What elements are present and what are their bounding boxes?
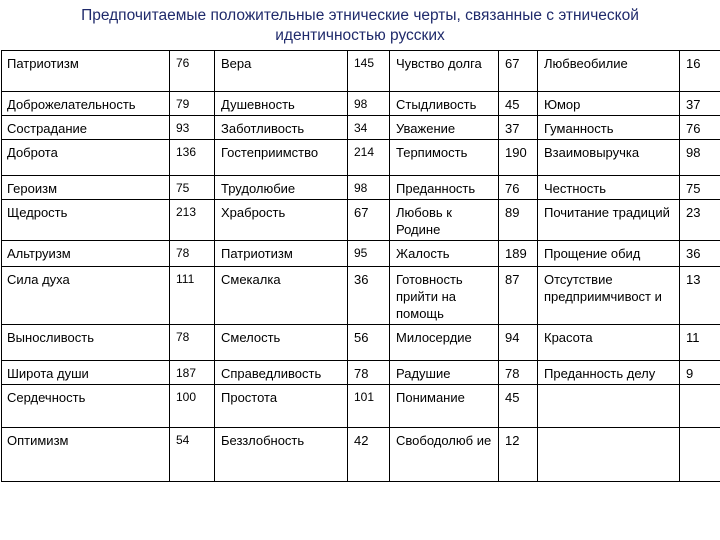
table-row (2, 116, 720, 140)
cell-count-2: 98 (348, 92, 390, 116)
cell-count-1: 213 (170, 200, 215, 241)
traits-table (1, 50, 720, 482)
table-row (2, 428, 720, 482)
cell-trait-2: Душевность (215, 92, 348, 116)
cell-count-4: 13 (680, 267, 720, 325)
table-row (2, 241, 720, 267)
cell-trait-3: Терпимость (390, 140, 499, 176)
cell-trait-2: Гостеприимство (215, 140, 348, 176)
cell-count-1: 75 (170, 176, 215, 200)
cell-trait-3: Уважение (390, 116, 499, 140)
cell-count-4: 75 (680, 176, 720, 200)
cell-trait-4: Гуманность (538, 116, 680, 140)
cell-trait-1: Героизм (2, 176, 170, 200)
cell-count-3: 190 (499, 140, 538, 176)
cell-trait-3: Жалость (390, 241, 499, 267)
cell-count-2: 95 (348, 241, 390, 267)
cell-count-2: 42 (348, 428, 390, 482)
cell-count-3: 45 (499, 385, 538, 428)
cell-count-1: 54 (170, 428, 215, 482)
table-row (2, 325, 720, 361)
title-line-1: Предпочитаемые положительные этнические черты, связанные с этнической (81, 7, 639, 24)
cell-count-3: 94 (499, 325, 538, 361)
cell-trait-3: Любовь к Родине (390, 200, 499, 241)
cell-count-3: 12 (499, 428, 538, 482)
cell-count-1: 136 (170, 140, 215, 176)
cell-count-2: 214 (348, 140, 390, 176)
cell-trait-1: Альтруизм (2, 241, 170, 267)
cell-count-1: 93 (170, 116, 215, 140)
table-row (2, 200, 720, 241)
cell-trait-4: Почитание традиций (538, 200, 680, 241)
cell-trait-4 (538, 428, 680, 482)
cell-trait-4: Красота (538, 325, 680, 361)
cell-count-4 (680, 385, 720, 428)
cell-trait-4: Взаимовыручка (538, 140, 680, 176)
cell-count-1: 111 (170, 267, 215, 325)
cell-trait-1: Оптимизм (2, 428, 170, 482)
table-row (2, 361, 720, 385)
cell-count-3: 45 (499, 92, 538, 116)
cell-count-3: 76 (499, 176, 538, 200)
cell-trait-2: Простота (215, 385, 348, 428)
cell-trait-1: Патриотизм (2, 51, 170, 92)
cell-count-2: 67 (348, 200, 390, 241)
cell-trait-3: Готовность прийти на помощь (390, 267, 499, 325)
cell-count-4 (680, 428, 720, 482)
cell-trait-3: Понимание (390, 385, 499, 428)
cell-trait-2: Смелость (215, 325, 348, 361)
cell-count-3: 78 (499, 361, 538, 385)
cell-trait-2: Заботливость (215, 116, 348, 140)
cell-trait-1: Доброта (2, 140, 170, 176)
table-row (2, 140, 720, 176)
cell-trait-4: Юмор (538, 92, 680, 116)
table-row (2, 267, 720, 325)
cell-trait-2: Справедливость (215, 361, 348, 385)
cell-trait-4: Прощение обид (538, 241, 680, 267)
cell-trait-4: Преданность делу (538, 361, 680, 385)
cell-trait-3: Свободолюб ие (390, 428, 499, 482)
page-title (0, 6, 720, 46)
table-row (2, 92, 720, 116)
cell-count-1: 100 (170, 385, 215, 428)
cell-trait-1: Сила духа (2, 267, 170, 325)
cell-trait-2: Смекалка (215, 267, 348, 325)
cell-count-3: 37 (499, 116, 538, 140)
cell-count-1: 187 (170, 361, 215, 385)
table-row (2, 385, 720, 428)
cell-count-2: 34 (348, 116, 390, 140)
cell-count-4: 98 (680, 140, 720, 176)
cell-trait-1: Сострадание (2, 116, 170, 140)
cell-trait-1: Широта души (2, 361, 170, 385)
cell-count-4: 76 (680, 116, 720, 140)
cell-count-2: 56 (348, 325, 390, 361)
cell-trait-2: Вера (215, 51, 348, 92)
title-line-2: идентичностью русских (275, 27, 445, 44)
cell-count-2: 36 (348, 267, 390, 325)
cell-count-3: 67 (499, 51, 538, 92)
cell-count-3: 189 (499, 241, 538, 267)
table-row (2, 176, 720, 200)
cell-count-2: 145 (348, 51, 390, 92)
cell-count-1: 78 (170, 241, 215, 267)
cell-count-1: 78 (170, 325, 215, 361)
cell-trait-2: Трудолюбие (215, 176, 348, 200)
cell-trait-2: Патриотизм (215, 241, 348, 267)
table-row (2, 51, 720, 92)
cell-trait-1: Сердечность (2, 385, 170, 428)
cell-count-2: 101 (348, 385, 390, 428)
cell-count-1: 76 (170, 51, 215, 92)
cell-count-4: 9 (680, 361, 720, 385)
cell-count-2: 98 (348, 176, 390, 200)
cell-count-4: 11 (680, 325, 720, 361)
cell-count-4: 37 (680, 92, 720, 116)
cell-count-3: 89 (499, 200, 538, 241)
cell-trait-3: Стыдливость (390, 92, 499, 116)
cell-trait-3: Милосердие (390, 325, 499, 361)
cell-trait-3: Радушие (390, 361, 499, 385)
cell-count-4: 23 (680, 200, 720, 241)
cell-trait-1: Доброжелательность (2, 92, 170, 116)
cell-trait-1: Щедрость (2, 200, 170, 241)
cell-trait-1: Выносливость (2, 325, 170, 361)
cell-count-3: 87 (499, 267, 538, 325)
cell-count-1: 79 (170, 92, 215, 116)
cell-trait-4: Любвеобилие (538, 51, 680, 92)
cell-count-2: 78 (348, 361, 390, 385)
cell-trait-2: Храбрость (215, 200, 348, 241)
cell-trait-2: Беззлобность (215, 428, 348, 482)
cell-trait-3: Чувство долга (390, 51, 499, 92)
cell-trait-3: Преданность (390, 176, 499, 200)
cell-trait-4 (538, 385, 680, 428)
cell-trait-4: Отсутствие предприимчивост и (538, 267, 680, 325)
cell-trait-4: Честность (538, 176, 680, 200)
cell-count-4: 36 (680, 241, 720, 267)
cell-count-4: 16 (680, 51, 720, 92)
